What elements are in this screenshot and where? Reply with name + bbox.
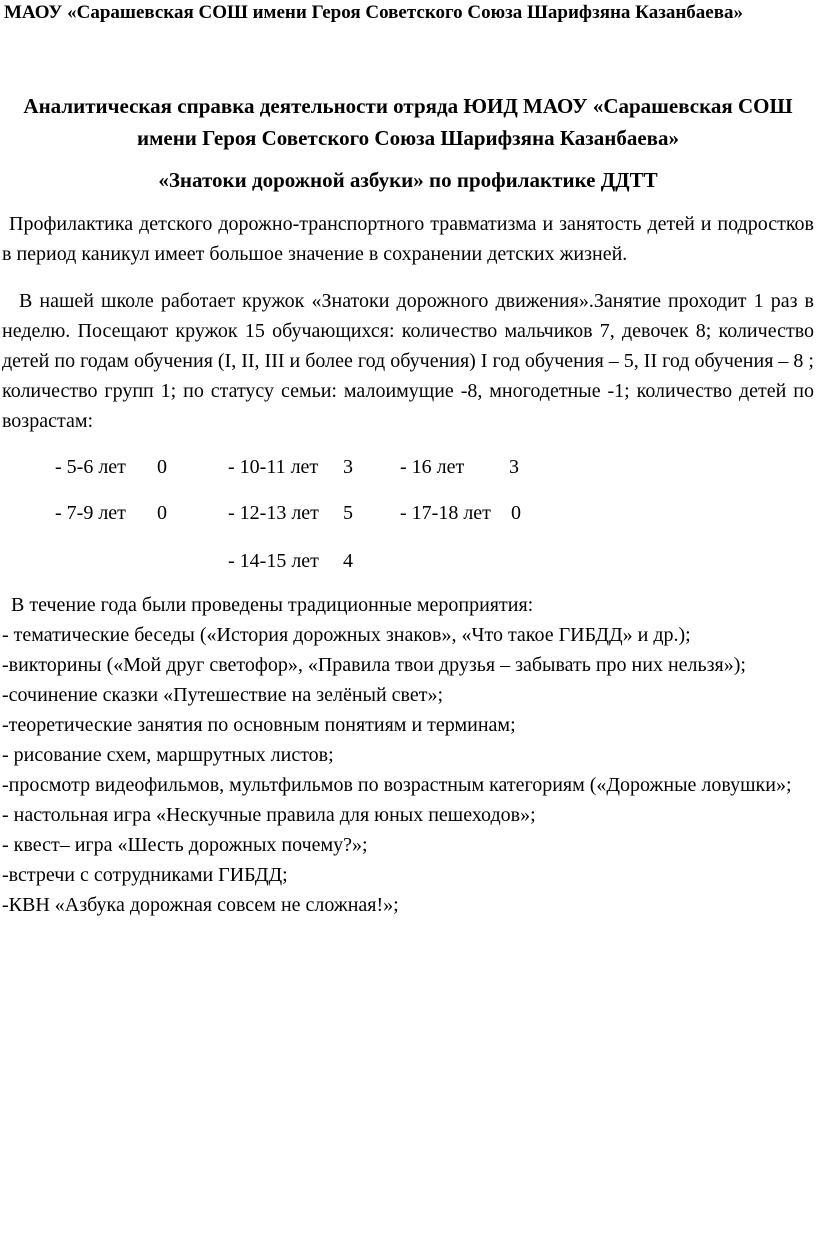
age-label-7-9: - 7-9 лет (55, 502, 126, 524)
list-item: - настольная игра «Нескучные правила для юных пешеходов»; (2, 804, 536, 826)
intro-paragraph: Профилактика детского дорожно-транспортного травматизма и занятость детей и подростков в период каникул имеет большое значение в сохранении детских жизней. (2, 213, 814, 265)
list-item: -встречи с сотрудниками ГИБДД; (2, 864, 288, 886)
age-count-14-15: 4 (343, 550, 353, 572)
age-distribution (0, 450, 816, 580)
age-label-14-15: - 14-15 лет (228, 550, 319, 572)
list-item: -викторины («Мой друг светофор», «Правила твои друзья – забывать про них нельзя»); (2, 654, 746, 676)
age-label-10-11: - 10-11 лет (228, 456, 319, 478)
document-title: Аналитическая справка деятельности отряда ЮИД МАОУ «Сарашевская СОШ имени Героя Советского Союза Шарифзяна Казанбаева» (23, 94, 793, 150)
list-item: - квест– игра «Шесть дорожных почему?»; (2, 834, 368, 856)
age-count-17-18: 0 (511, 502, 521, 524)
age-label-5-6: - 5-6 лет (55, 456, 126, 478)
list-item: -теоретические занятия по основным понятиям и терминам; (2, 714, 516, 736)
events-intro: В течение года были проведены традиционные мероприятия: (11, 594, 534, 616)
age-count-16: 3 (509, 456, 519, 478)
list-item: - рисование схем, маршрутных листов; (2, 744, 334, 766)
list-item: - тематические беседы («История дорожных знаков», «Что такое ГИБДД» и др.); (2, 624, 691, 646)
age-count-5-6: 0 (157, 456, 167, 478)
age-label-12-13: - 12-13 лет (228, 502, 319, 524)
list-item: -КВН «Азбука дорожная совсем не сложная!»; (2, 894, 399, 916)
school-header: МАОУ «Сарашевская СОШ имени Героя Советского Союза Шарифзяна Казанбаева» (4, 2, 743, 23)
age-count-10-11: 3 (343, 456, 353, 478)
list-item: -просмотр видеофильмов, мультфильмов по возрастным категориям («Дорожные ловушки»; (2, 774, 792, 796)
club-paragraph: В нашей школе работает кружок «Знатоки дорожного движения».Занятие проходит 1 раз в неделю. Посещают кружок 15 обучающихся: количество мальчиков 7, девочек 8; количество детей по годам обучения (I, II, III и более год обучения) I год обучения – 5, II год обучения – 8 ; количество групп 1; по статусу семьи: малоимущие -8, многодетные -1; количество детей по возрастам: (2, 290, 814, 432)
age-count-12-13: 5 (343, 502, 353, 524)
document-subtitle: «Знатоки дорожной азбуки» по профилактике ДДТТ (158, 168, 658, 192)
list-item: -сочинение сказки «Путешествие на зелёный свет»; (2, 684, 444, 706)
age-label-16: - 16 лет (400, 456, 465, 478)
age-count-7-9: 0 (157, 502, 167, 524)
age-label-17-18: - 17-18 лет (400, 502, 491, 524)
events-section (2, 590, 814, 920)
events-list (2, 620, 814, 920)
